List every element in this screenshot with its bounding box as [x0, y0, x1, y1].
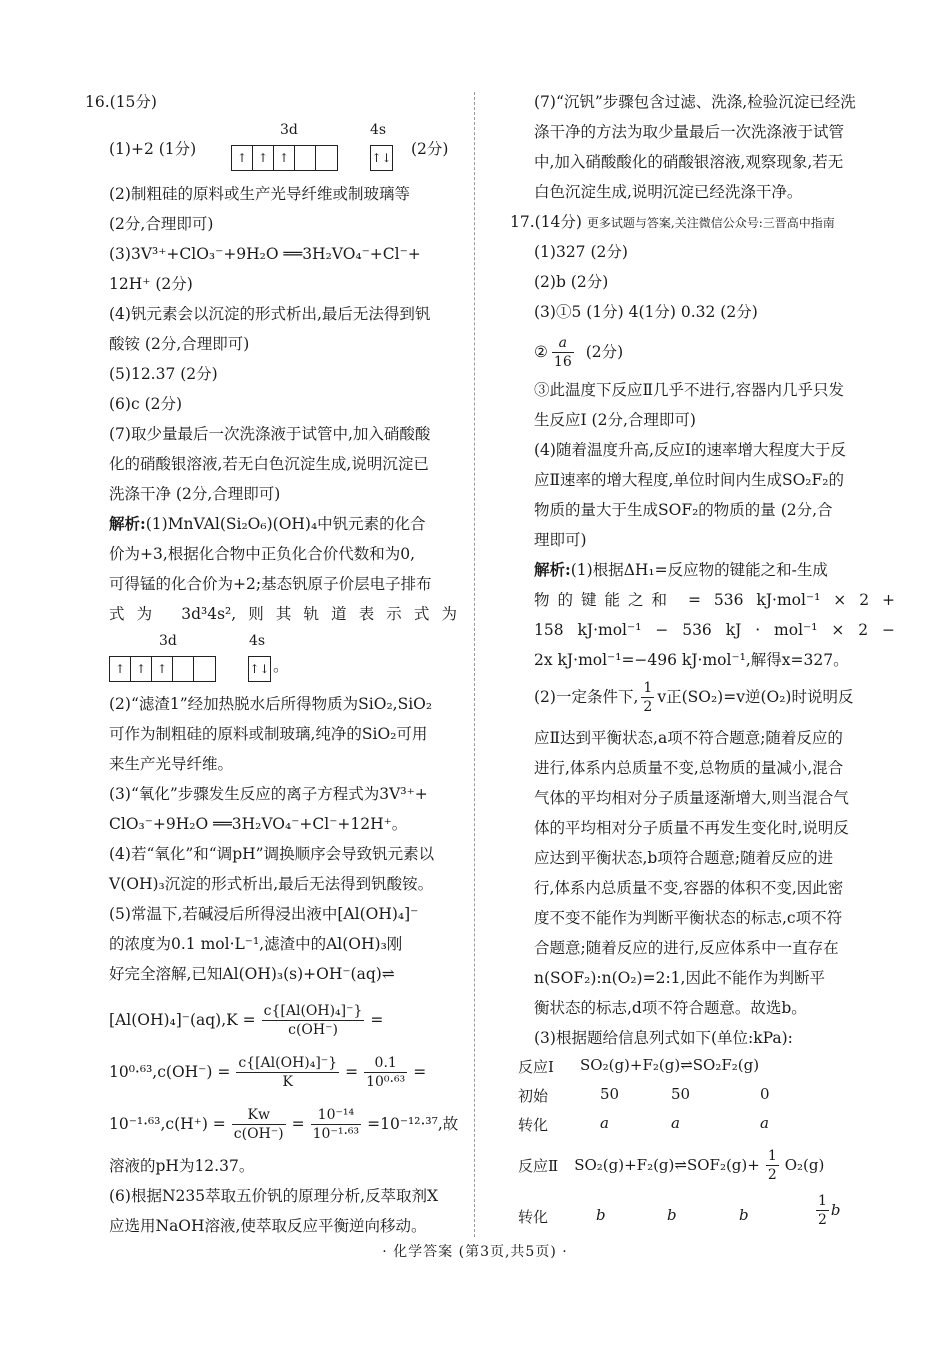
q16-1-prefix: (1)+2 (1分) [109, 140, 197, 158]
fraction-numerator: 1 [767, 1147, 777, 1164]
fraction-numerator: a [552, 334, 574, 353]
fraction-denominator: 10⁰·⁶³ [366, 1073, 406, 1090]
analysis-text: 10⁰·⁶³,c(OH⁻) = [109, 1063, 231, 1081]
conversion-2-value: b [596, 1206, 606, 1224]
fraction [262, 1002, 365, 1039]
orbital-4s-box-2 [248, 656, 271, 682]
fraction-denominator: 10⁻¹·⁶³ [312, 1125, 360, 1142]
analysis-3-line: (3)“氧化”步骤发生反应的离子方程式为3V³⁺+ [109, 785, 428, 803]
q16-4-line: (4)钒元素会以沉淀的形式析出,最后无法得到钒 [109, 305, 431, 323]
answer-prefix: ② [534, 343, 548, 361]
analysis-17-2-line: 合题意;随着反应的进行,反应体系中一直存在 [534, 939, 839, 957]
orbital-4s-label: 4s [370, 122, 387, 138]
fraction-numerator: 1 [643, 679, 653, 696]
q16-7-analysis-line: 中,加入硝酸酸化的硝酸银溶液,观察现象,若无 [534, 153, 844, 171]
fraction-numerator: Kw [232, 1106, 286, 1125]
analysis-1-line: 可得锰的化合价为+2;基态钒原子价层电子排布 [109, 575, 432, 593]
fraction [311, 1106, 362, 1143]
orbital-box: ↑↓ [371, 151, 392, 165]
reaction-2-label: 反应Ⅱ [518, 1156, 559, 1175]
analysis-5-k-line [109, 998, 457, 1042]
q17-3c-line: ③此温度下反应Ⅱ几乎不进行,容器内几乎只发 [534, 381, 844, 399]
orbital-3d-label: 3d [280, 122, 298, 138]
analysis-5-line: 好完全溶解,已知Al(OH)₃(s)+OH⁻(aq)⇌ [109, 965, 395, 983]
q16-2-line: (2分,合理即可) [109, 215, 214, 233]
analysis-text: v正(SO₂)=v逆(O₂)时说明反 [657, 688, 854, 706]
reaction-2-line [518, 1143, 824, 1187]
analysis-17-2-line: 衡状态的标志,d项不符合题意。故选b。 [534, 999, 807, 1017]
orbital-box: ↑ [232, 146, 253, 170]
reaction-2-equation-end: O₂(g) [784, 1156, 825, 1174]
analysis-5-h-line [109, 1102, 457, 1146]
analysis-text: 10⁻¹·⁶³,c(H⁺) = [109, 1115, 226, 1133]
analysis-17-1-line: 物的键能之和 = 536 kJ·mol⁻¹ × 2 + [534, 591, 895, 609]
fraction-denominator: K [282, 1073, 293, 1090]
analysis-text: =10⁻¹²·³⁷,故 [367, 1115, 459, 1133]
q17-4-line: 应Ⅱ速率的增大程度,单位时间内生成SO₂F₂的 [534, 471, 844, 489]
orbital-4s-label-2: 4s [249, 633, 266, 649]
analysis-label: 解析: [109, 514, 146, 533]
conversion-1-value: a [600, 1114, 609, 1132]
q16-4-line: 酸铵 (2分,合理即可) [109, 335, 250, 353]
initial-value: 50 [671, 1085, 691, 1103]
q16-1-score: (2分) [411, 140, 449, 158]
conversion-1-label: 转化 [518, 1116, 549, 1134]
conversion-2-label: 转化 [518, 1208, 549, 1226]
q16-7-line: 化的硝酸银溶液,若无白色沉淀生成,说明沉淀已 [109, 455, 429, 473]
q16-3-line: 12H⁺ (2分) [109, 275, 193, 293]
orbital-box [194, 657, 215, 681]
fraction-numerator: 0.1 [364, 1054, 407, 1073]
orbital-box [173, 657, 194, 681]
analysis-17-2-line: 度不变不能作为判断平衡状态的标志,c项不符 [534, 909, 843, 927]
analysis-1-line: 价为+3,根据化合物中正负化合价代数和为0, [109, 545, 416, 563]
q16-7-analysis-line: 白色沉淀生成,说明沉淀已经洗涤干净。 [534, 183, 803, 201]
q17-title-line [510, 212, 895, 233]
orbital-box: ↑ [110, 657, 131, 681]
analysis-6-line: (6)根据N235萃取五价钒的原理分析,反萃取剂X [109, 1187, 439, 1205]
orbital-4s-box [370, 145, 393, 171]
analysis-17-2-line: 体的平均相对分子质量不再发生变化时,说明反 [534, 819, 849, 837]
analysis-5-line: (5)常温下,若碱浸后所得浸出液中[Al(OH)₄]⁻ [109, 905, 419, 923]
orbital-box: ↑ [274, 146, 295, 170]
q17-3b-line [534, 330, 895, 374]
q17-title: 17.(14分) [510, 213, 582, 231]
analysis-17-2-line: 应Ⅱ达到平衡状态,a项不符合题意;随着反应的 [534, 729, 843, 747]
q16-7-line: (7)取少量最后一次洗涤液于试管中,加入硝酸酸 [109, 425, 431, 443]
q16-title: 16.(15分) [85, 93, 157, 111]
orbital-box [295, 146, 316, 170]
analysis-6-line: 应选用NaOH溶液,使萃取反应平衡逆向移动。 [109, 1217, 427, 1235]
q16-2-line: (2)制粗硅的原料或生产光导纤维或制玻璃等 [109, 185, 410, 203]
analysis-2-line: 可作为制粗硅的原料或制玻璃,纯净的SiO₂可用 [109, 725, 428, 743]
fraction-numerator: 1 [818, 1192, 827, 1209]
fraction-numerator: c{[Al(OH)₄]⁻} [238, 1054, 338, 1071]
fraction [236, 1054, 339, 1091]
orbital-box [316, 146, 337, 170]
fraction-denominator: 2 [767, 1166, 777, 1183]
fraction-denominator: 2 [643, 698, 653, 715]
analysis-2-line: 来生产光导纤维。 [109, 755, 234, 773]
analysis-17-3-line: (3)根据题给信息列式如下(单位:kPa): [534, 1029, 793, 1047]
fraction-denominator: 2 [818, 1211, 827, 1228]
q17-4-line: (4)随着温度升高,反应Ⅰ的速率增大程度大于反 [534, 441, 847, 459]
column-divider [474, 92, 475, 1237]
fraction [552, 334, 574, 371]
analysis-5-oh-line [109, 1050, 457, 1094]
equals: = [345, 1063, 359, 1081]
fraction [766, 1147, 779, 1184]
fraction [641, 679, 654, 716]
orbital-3d-label-2: 3d [159, 633, 177, 649]
fraction-numerator: 10⁻¹⁴ [311, 1106, 362, 1125]
analysis-17-2-line: 行,体系内总质量不变,容器的体积不变,因此密 [534, 879, 844, 897]
fraction [364, 1054, 407, 1091]
conversion-2-value: b [739, 1206, 749, 1224]
orbital-3d-boxes [231, 145, 338, 171]
reaction-1-equation: SO₂(g)+F₂(g)⇌SO₂F₂(g) [580, 1056, 760, 1074]
analysis-text: (2)一定条件下, [534, 688, 639, 706]
initial-value: 50 [600, 1085, 620, 1103]
analysis-17-2-line: n(SOF₂):n(O₂)=2:1,因此不能作为判断平 [534, 969, 825, 987]
analysis-3-line: ClO₃⁻+9H₂O ══3H₂VO₄⁻+Cl⁻+12H⁺。 [109, 815, 408, 833]
q16-7-analysis-line: (7)“沉钒”步骤包含过滤、洗涤,检验沉淀已经洗 [534, 93, 856, 111]
analysis-5-line: 的浓度为0.1 mol·L⁻¹,滤渣中的Al(OH)₃刚 [109, 935, 403, 953]
q17-1-line: (1)327 (2分) [534, 243, 628, 261]
initial-label: 初始 [518, 1087, 549, 1105]
analysis-label: 解析: [534, 560, 571, 579]
analysis-17-1-line [534, 560, 895, 580]
q17-3-line: (3)①5 (1分) 4(1分) 0.32 (2分) [534, 303, 758, 321]
analysis-17-2-line: 进行,体系内总质量不变,总物质的量减小,混合 [534, 759, 844, 777]
analysis-1-line [109, 514, 457, 534]
conversion-1-value: a [760, 1114, 769, 1132]
orbital-box: ↑ [253, 146, 274, 170]
analysis-17-1-line: 158 kJ·mol⁻¹ − 536 kJ · mol⁻¹ × 2 − [534, 621, 895, 639]
conversion-2-value: b [830, 1201, 841, 1219]
analysis-text: [Al(OH)₄]⁻(aq),K = [109, 1011, 256, 1029]
analysis-17-1-line: 2x kJ·mol⁻¹=−496 kJ·mol⁻¹,解得x=327。 [534, 651, 849, 669]
orbital-box: ↑ [152, 657, 173, 681]
equals: = [291, 1115, 305, 1133]
conversion-2-last [816, 1188, 841, 1232]
analysis-17-2-line: 应达到平衡状态,b项符合题意;随着反应的进 [534, 849, 834, 867]
fraction-numerator: c{[Al(OH)₄]⁻} [263, 1002, 363, 1019]
analysis-5-line: 溶液的pH为12.37。 [109, 1157, 255, 1175]
promo-note: 更多试题与答案,关注微信公众号:三晋高中指南 [586, 216, 835, 230]
q16-7-line: 洗涤干净 (2分,合理即可) [109, 485, 281, 503]
analysis-text: (1)MnVAl(Si₂O₆)(OH)₄中钒元素的化合 [145, 515, 426, 533]
q16-3-line: (3)3V³⁺+ClO₃⁻+9H₂O ══3H₂VO₄⁻+Cl⁻+ [109, 245, 421, 263]
answer-score: (2分) [585, 343, 624, 361]
orbital-box: ↑↓ [249, 662, 270, 676]
orbital-end-mark: 。 [273, 657, 289, 675]
fraction-denominator: c(OH⁻) [233, 1125, 284, 1142]
fraction [232, 1106, 286, 1143]
orbital-3d-boxes-2 [109, 656, 216, 682]
initial-value: 0 [760, 1085, 770, 1103]
analysis-text: (1)根据ΔH₁=反应物的键能之和-生成 [570, 561, 828, 579]
conversion-1-value: a [671, 1114, 680, 1132]
analysis-17-2-line: 气体的平均相对分子质量逐渐增大,则当混合气 [534, 789, 849, 807]
q16-5-line: (5)12.37 (2分) [109, 365, 218, 383]
q17-4-line: 物质的量大于生成SOF₂的物质的量 (2分,合 [534, 501, 833, 519]
q16-7-analysis-line: 涤干净的方法为取少量最后一次洗涤液于试管 [534, 123, 845, 141]
q17-4-line: 理即可) [534, 531, 587, 549]
page-footer: · 化学答案 (第3页,共5页) · [382, 1244, 568, 1260]
fraction [816, 1192, 829, 1229]
analysis-4-line: V(OH)₃沉淀的形式析出,最后无法得到钒酸铵。 [109, 875, 434, 893]
equals: = [370, 1011, 384, 1029]
q16-6-line: (6)c (2分) [109, 395, 183, 413]
orbital-box: ↑ [131, 657, 152, 681]
reaction-1-label: 反应Ⅰ [518, 1058, 554, 1076]
fraction-denominator: 16 [553, 353, 572, 370]
analysis-4-line: (4)若“氧化”和“调pH”调换顺序会导致钒元素以 [109, 845, 435, 863]
reaction-2-equation: SO₂(g)+F₂(g)⇌SOF₂(g)+ [574, 1156, 760, 1174]
analysis-2-line: (2)“滤渣1”经加热脱水后所得物质为SiO₂,SiO₂ [109, 695, 433, 713]
equals: = [413, 1063, 427, 1081]
fraction-denominator: c(OH⁻) [288, 1021, 338, 1038]
analysis-1-line: 式为 3d³4s²,则其轨道表示式为 [109, 605, 457, 623]
q17-3c-line: 生反应Ⅰ (2分,合理即可) [534, 411, 696, 429]
analysis-17-2-first-line [534, 676, 895, 718]
conversion-2-value: b [667, 1206, 677, 1224]
q17-2-line: (2)b (2分) [534, 273, 609, 291]
